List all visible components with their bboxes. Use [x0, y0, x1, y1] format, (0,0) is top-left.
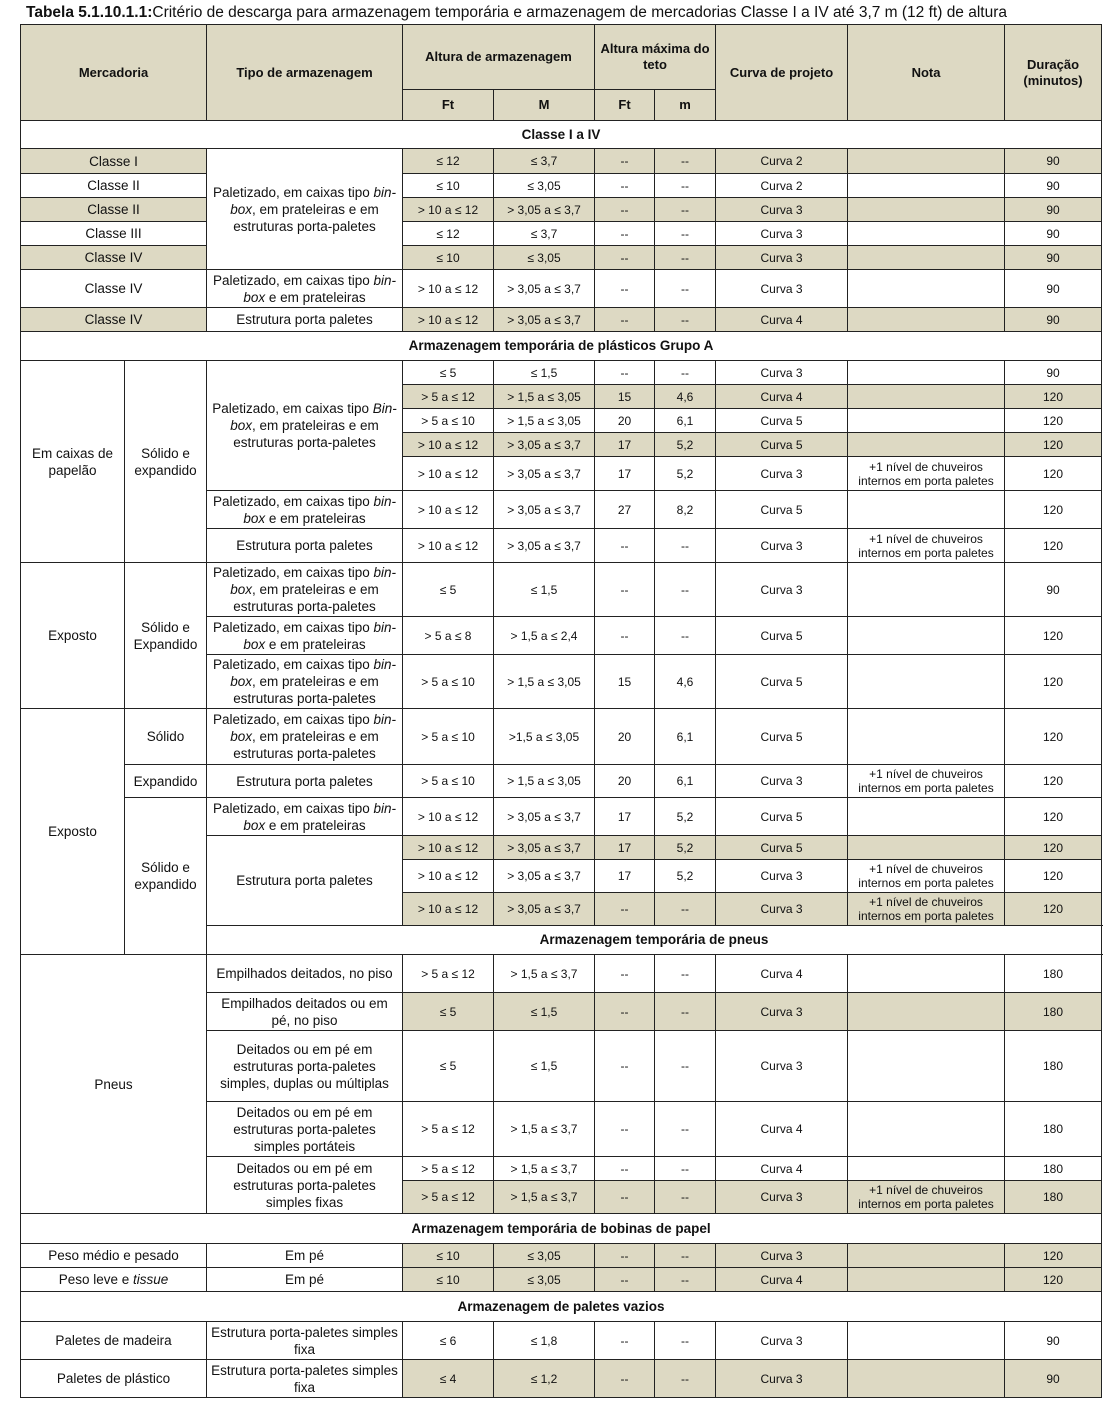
storage-type-cell: Empilhados deitados ou em pé, no piso — [207, 993, 403, 1031]
height-ft-cell: > 5 a ≤ 10 — [403, 655, 494, 709]
height-m-cell: > 3,05 a ≤ 3,7 — [494, 893, 595, 926]
curve-cell: Curva 2 — [716, 174, 848, 198]
storage-type-cell: Estrutura porta paletes — [207, 765, 403, 798]
duration-cell: 120 — [1005, 836, 1102, 860]
ceiling-m-cell: -- — [655, 1102, 716, 1157]
storage-type-cell: Paletizado, em caixas tipo bin-box e em prateleiras — [207, 491, 403, 529]
note-cell — [848, 270, 1005, 308]
ceiling-m-cell: -- — [655, 1268, 716, 1292]
ceiling-ft-cell: 15 — [595, 655, 655, 709]
note-cell — [848, 1031, 1005, 1102]
ceiling-ft-cell: -- — [595, 955, 655, 993]
ceiling-m-cell: 4,6 — [655, 385, 716, 409]
height-m-cell: ≤ 3,7 — [494, 149, 595, 174]
storage-type-cell: Paletizado, em caixas tipo bin-box, em prateleiras e em estruturas porta-paletes — [207, 709, 403, 765]
height-m-cell: > 1,5 a ≤ 3,05 — [494, 765, 595, 798]
note-cell — [848, 1360, 1005, 1398]
ceiling-m-cell: 5,2 — [655, 457, 716, 491]
height-ft-cell: ≤ 10 — [403, 1244, 494, 1268]
ceiling-m-cell: -- — [655, 993, 716, 1031]
curve-cell: Curva 3 — [716, 765, 848, 798]
height-ft-cell: > 5 a ≤ 10 — [403, 709, 494, 765]
ceiling-m-cell: -- — [655, 361, 716, 385]
curve-cell: Curva 5 — [716, 617, 848, 655]
note-cell: +1 nível de chuveiros internos em porta paletes — [848, 765, 1005, 798]
note-cell — [848, 1244, 1005, 1268]
height-ft-cell: > 10 a ≤ 12 — [403, 798, 494, 836]
ceiling-ft-cell: -- — [595, 222, 655, 246]
ceiling-m-cell: -- — [655, 246, 716, 270]
height-ft-cell: > 10 a ≤ 12 — [403, 308, 494, 332]
duration-cell: 90 — [1005, 246, 1102, 270]
ceiling-m-cell: -- — [655, 308, 716, 332]
ceiling-m-cell: 5,2 — [655, 798, 716, 836]
height-m-cell: >1,5 a ≤ 3,05 — [494, 709, 595, 765]
curve-cell: Curva 4 — [716, 385, 848, 409]
header-ceiling-m: m — [655, 90, 716, 121]
height-m-cell: ≤ 1,5 — [494, 993, 595, 1031]
ceiling-m-cell: 6,1 — [655, 765, 716, 798]
duration-cell: 120 — [1005, 491, 1102, 529]
note-cell — [848, 709, 1005, 765]
ceiling-ft-cell: 20 — [595, 709, 655, 765]
height-m-cell: > 3,05 a ≤ 3,7 — [494, 457, 595, 491]
ceiling-ft-cell: -- — [595, 529, 655, 563]
curve-cell: Curva 5 — [716, 836, 848, 860]
header-mercadoria: Mercadoria — [21, 25, 207, 121]
curve-cell: Curva 4 — [716, 1268, 848, 1292]
curve-cell: Curva 3 — [716, 246, 848, 270]
header-ceiling-ft: Ft — [595, 90, 655, 121]
duration-cell: 120 — [1005, 709, 1102, 765]
curve-cell: Curva 5 — [716, 655, 848, 709]
height-ft-cell: > 5 a ≤ 12 — [403, 385, 494, 409]
ceiling-m-cell: -- — [655, 955, 716, 993]
ceiling-m-cell: 4,6 — [655, 655, 716, 709]
curve-cell: Curva 5 — [716, 798, 848, 836]
height-ft-cell: > 10 a ≤ 12 — [403, 893, 494, 926]
table-number: Tabela 5.1.10.1.1: — [26, 4, 153, 21]
duration-cell: 90 — [1005, 1322, 1102, 1360]
note-cell — [848, 655, 1005, 709]
ceiling-ft-cell: -- — [595, 174, 655, 198]
duration-cell: 120 — [1005, 893, 1102, 926]
duration-cell: 120 — [1005, 798, 1102, 836]
storage-type-cell: Paletizado, em caixas tipo bin-box, em prateleiras e em estruturas porta-paletes — [207, 149, 403, 270]
ceiling-ft-cell: 17 — [595, 798, 655, 836]
header-ft: Ft — [403, 90, 494, 121]
duration-cell: 180 — [1005, 1102, 1102, 1157]
height-m-cell: > 3,05 a ≤ 3,7 — [494, 198, 595, 222]
ceiling-m-cell: 6,1 — [655, 709, 716, 765]
duration-cell: 180 — [1005, 1031, 1102, 1102]
duration-cell: 120 — [1005, 1268, 1102, 1292]
height-m-cell: ≤ 1,2 — [494, 1360, 595, 1398]
mercadoria-cell: Classe IV — [21, 270, 207, 308]
ceiling-m-cell: 6,1 — [655, 409, 716, 433]
height-m-cell: > 1,5 a ≤ 3,7 — [494, 955, 595, 993]
duration-cell: 120 — [1005, 409, 1102, 433]
ceiling-ft-cell: -- — [595, 1031, 655, 1102]
storage-type-cell: Estrutura porta paletes — [207, 308, 403, 332]
height-ft-cell: > 5 a ≤ 12 — [403, 1102, 494, 1157]
mercadoria-cell: Peso leve e tissue — [21, 1268, 207, 1292]
note-cell — [848, 993, 1005, 1031]
height-m-cell: > 1,5 a ≤ 3,7 — [494, 1102, 595, 1157]
note-cell — [848, 246, 1005, 270]
curve-cell: Curva 3 — [716, 993, 848, 1031]
mercadoria-cell: Peso médio e pesado — [21, 1244, 207, 1268]
mercadoria-cell: Paletes de madeira — [21, 1322, 207, 1360]
height-m-cell: > 1,5 a ≤ 3,7 — [494, 1157, 595, 1181]
height-m-cell: > 3,05 a ≤ 3,7 — [494, 270, 595, 308]
height-ft-cell: > 10 a ≤ 12 — [403, 270, 494, 308]
ceiling-ft-cell: -- — [595, 1360, 655, 1398]
storage-type-cell: Deitados ou em pé em estruturas porta-paletes simples portáteis — [207, 1102, 403, 1157]
storage-type-cell: Estrutura porta-paletes simples fixa — [207, 1360, 403, 1398]
ceiling-ft-cell: 15 — [595, 385, 655, 409]
header-duracao: Duração (minutos) — [1005, 25, 1102, 121]
note-cell — [848, 409, 1005, 433]
storage-type-cell: Estrutura porta-paletes simples fixa — [207, 1322, 403, 1360]
storage-type-cell: Em pé — [207, 1268, 403, 1292]
note-cell — [848, 1157, 1005, 1181]
mercadoria-cell: Classe IV — [21, 246, 207, 270]
height-ft-cell: > 10 a ≤ 12 — [403, 491, 494, 529]
height-ft-cell: ≤ 5 — [403, 563, 494, 617]
duration-cell: 90 — [1005, 222, 1102, 246]
curve-cell: Curva 5 — [716, 409, 848, 433]
storage-type-cell: Paletizado, em caixas tipo bin-box, em prateleiras e em estruturas porta-paletes — [207, 563, 403, 617]
ceiling-m-cell: 5,2 — [655, 433, 716, 457]
ceiling-ft-cell: -- — [595, 1157, 655, 1181]
storage-type-cell: Em pé — [207, 1244, 403, 1268]
height-ft-cell: ≤ 4 — [403, 1360, 494, 1398]
height-ft-cell: ≤ 5 — [403, 361, 494, 385]
ceiling-m-cell: -- — [655, 1244, 716, 1268]
ceiling-ft-cell: -- — [595, 149, 655, 174]
height-ft-cell: > 10 a ≤ 12 — [403, 860, 494, 893]
curve-cell: Curva 3 — [716, 361, 848, 385]
duration-cell: 90 — [1005, 270, 1102, 308]
note-cell — [848, 149, 1005, 174]
curve-cell: Curva 3 — [716, 222, 848, 246]
height-ft-cell: ≤ 12 — [403, 222, 494, 246]
curve-cell: Curva 3 — [716, 270, 848, 308]
storage-type-cell: Paletizado, em caixas tipo bin-box e em prateleiras — [207, 270, 403, 308]
note-cell — [848, 798, 1005, 836]
height-m-cell: ≤ 1,5 — [494, 361, 595, 385]
height-m-cell: > 1,5 a ≤ 3,05 — [494, 385, 595, 409]
mercadoria-cell: Paletes de plástico — [21, 1360, 207, 1398]
curve-cell: Curva 3 — [716, 1322, 848, 1360]
header-altura-armazenagem: Altura de armazenagem — [403, 25, 595, 90]
note-cell — [848, 198, 1005, 222]
curve-cell: Curva 5 — [716, 433, 848, 457]
note-cell — [848, 491, 1005, 529]
duration-cell: 90 — [1005, 563, 1102, 617]
note-cell — [848, 308, 1005, 332]
duration-cell: 90 — [1005, 174, 1102, 198]
height-ft-cell: > 10 a ≤ 12 — [403, 529, 494, 563]
note-cell — [848, 174, 1005, 198]
duration-cell: 180 — [1005, 1157, 1102, 1181]
duration-cell: 180 — [1005, 1181, 1102, 1214]
height-ft-cell: > 10 a ≤ 12 — [403, 457, 494, 491]
section-title: Classe I a IV — [21, 121, 1102, 149]
duration-cell: 90 — [1005, 149, 1102, 174]
ceiling-m-cell: -- — [655, 563, 716, 617]
height-ft-cell: > 5 a ≤ 12 — [403, 955, 494, 993]
height-ft-cell: > 5 a ≤ 8 — [403, 617, 494, 655]
storage-type-cell: Deitados ou em pé em estruturas porta-paletes simples fixas — [207, 1157, 403, 1214]
duration-cell: 120 — [1005, 655, 1102, 709]
ceiling-ft-cell: -- — [595, 1244, 655, 1268]
ceiling-ft-cell: 27 — [595, 491, 655, 529]
ceiling-ft-cell: -- — [595, 993, 655, 1031]
note-cell — [848, 1268, 1005, 1292]
height-m-cell: ≤ 3,05 — [494, 1268, 595, 1292]
height-m-cell: > 1,5 a ≤ 3,05 — [494, 655, 595, 709]
ceiling-m-cell: -- — [655, 149, 716, 174]
ceiling-ft-cell: -- — [595, 1181, 655, 1214]
ceiling-m-cell: -- — [655, 222, 716, 246]
ceiling-m-cell: -- — [655, 1031, 716, 1102]
ceiling-m-cell: -- — [655, 174, 716, 198]
height-m-cell: ≤ 3,05 — [494, 246, 595, 270]
ceiling-ft-cell: -- — [595, 270, 655, 308]
height-m-cell: > 3,05 a ≤ 3,7 — [494, 860, 595, 893]
curve-cell: Curva 3 — [716, 1181, 848, 1214]
curve-cell: Curva 3 — [716, 529, 848, 563]
height-ft-cell: ≤ 5 — [403, 993, 494, 1031]
note-cell — [848, 385, 1005, 409]
duration-cell: 120 — [1005, 765, 1102, 798]
duration-cell: 90 — [1005, 308, 1102, 332]
storage-type-cell: Deitados ou em pé em estruturas porta-paletes simples, duplas ou múltiplas — [207, 1031, 403, 1102]
mercadoria-cell: Classe I — [21, 149, 207, 174]
ceiling-ft-cell: -- — [595, 1268, 655, 1292]
table-title: Critério de descarga para armazenagem temporária e armazenagem de mercadorias Classe I a IV até 3,7 m (12 ft) de altura — [152, 4, 1008, 21]
height-ft-cell: > 10 a ≤ 12 — [403, 836, 494, 860]
duration-cell: 120 — [1005, 860, 1102, 893]
curve-cell: Curva 3 — [716, 563, 848, 617]
section-title: Armazenagem temporária de bobinas de papel — [21, 1214, 1102, 1244]
storage-type-cell: Paletizado, em caixas tipo bin-box e em prateleiras — [207, 798, 403, 836]
height-ft-cell: ≤ 12 — [403, 149, 494, 174]
header-curva: Curva de projeto — [716, 25, 848, 121]
ceiling-ft-cell: 20 — [595, 409, 655, 433]
ceiling-ft-cell: 17 — [595, 433, 655, 457]
ceiling-ft-cell: -- — [595, 361, 655, 385]
note-cell — [848, 1322, 1005, 1360]
note-cell — [848, 617, 1005, 655]
duration-cell: 120 — [1005, 529, 1102, 563]
height-m-cell: > 1,5 a ≤ 3,05 — [494, 409, 595, 433]
duration-cell: 120 — [1005, 457, 1102, 491]
header-nota: Nota — [848, 25, 1005, 121]
ceiling-ft-cell: 20 — [595, 765, 655, 798]
ceiling-ft-cell: -- — [595, 198, 655, 222]
height-ft-cell: ≤ 6 — [403, 1322, 494, 1360]
mercadoria-cell: Exposto — [21, 563, 125, 709]
height-ft-cell: > 5 a ≤ 12 — [403, 1157, 494, 1181]
height-m-cell: ≤ 1,5 — [494, 563, 595, 617]
material-cell: Sólido e Expandido — [125, 563, 207, 709]
curve-cell: Curva 4 — [716, 1102, 848, 1157]
curve-cell: Curva 4 — [716, 308, 848, 332]
duration-cell: 120 — [1005, 1244, 1102, 1268]
height-m-cell: > 1,5 a ≤ 2,4 — [494, 617, 595, 655]
duration-cell: 120 — [1005, 617, 1102, 655]
height-ft-cell: ≤ 10 — [403, 246, 494, 270]
curve-cell: Curva 5 — [716, 709, 848, 765]
storage-type-cell: Empilhados deitados, no piso — [207, 955, 403, 993]
ceiling-m-cell: 5,2 — [655, 860, 716, 893]
note-cell: +1 nível de chuveiros internos em porta paletes — [848, 457, 1005, 491]
ceiling-m-cell: -- — [655, 198, 716, 222]
material-cell: Sólido e expandido — [125, 361, 207, 563]
curve-cell: Curva 3 — [716, 893, 848, 926]
curve-cell: Curva 2 — [716, 149, 848, 174]
height-m-cell: ≤ 3,05 — [494, 1244, 595, 1268]
height-m-cell: > 3,05 a ≤ 3,7 — [494, 798, 595, 836]
note-cell — [848, 836, 1005, 860]
duration-cell: 90 — [1005, 361, 1102, 385]
duration-cell: 120 — [1005, 433, 1102, 457]
ceiling-ft-cell: 17 — [595, 457, 655, 491]
storage-type-cell: Paletizado, em caixas tipo Bin-box, em prateleiras e em estruturas porta-paletes — [207, 361, 403, 491]
ceiling-m-cell: -- — [655, 529, 716, 563]
discharge-criteria-table — [20, 24, 1102, 1398]
height-m-cell: > 3,05 a ≤ 3,7 — [494, 433, 595, 457]
storage-type-cell: Estrutura porta paletes — [207, 529, 403, 563]
storage-type-cell: Paletizado, em caixas tipo bin-box, em prateleiras e em estruturas porta-paletes — [207, 655, 403, 709]
ceiling-m-cell: -- — [655, 893, 716, 926]
height-m-cell: ≤ 1,5 — [494, 1031, 595, 1102]
height-m-cell: ≤ 3,05 — [494, 174, 595, 198]
storage-type-cell: Paletizado, em caixas tipo bin-box e em prateleiras — [207, 617, 403, 655]
height-m-cell: ≤ 1,8 — [494, 1322, 595, 1360]
ceiling-ft-cell: -- — [595, 563, 655, 617]
height-ft-cell: > 10 a ≤ 12 — [403, 198, 494, 222]
ceiling-ft-cell: 17 — [595, 836, 655, 860]
duration-cell: 120 — [1005, 385, 1102, 409]
section-title: Armazenagem temporária de pneus — [207, 926, 1102, 955]
ceiling-ft-cell: -- — [595, 246, 655, 270]
curve-cell: Curva 3 — [716, 1031, 848, 1102]
header-altura-teto: Altura máxima do teto — [595, 25, 716, 90]
curve-cell: Curva 4 — [716, 1157, 848, 1181]
note-cell: +1 nível de chuveiros internos em porta paletes — [848, 860, 1005, 893]
header-m: M — [494, 90, 595, 121]
note-cell — [848, 955, 1005, 993]
material-cell: Expandido — [125, 765, 207, 798]
mercadoria-cell: Pneus — [21, 955, 207, 1214]
curve-cell: Curva 4 — [716, 955, 848, 993]
section-title: Armazenagem de paletes vazios — [21, 1292, 1102, 1322]
note-cell — [848, 1102, 1005, 1157]
height-ft-cell: > 5 a ≤ 10 — [403, 765, 494, 798]
ceiling-ft-cell: -- — [595, 893, 655, 926]
duration-cell: 180 — [1005, 955, 1102, 993]
section-title: Armazenagem temporária de plásticos Grupo A — [21, 332, 1102, 361]
duration-cell: 90 — [1005, 1360, 1102, 1398]
note-cell — [848, 361, 1005, 385]
height-m-cell: > 3,05 a ≤ 3,7 — [494, 308, 595, 332]
mercadoria-cell: Em caixas de papelão — [21, 361, 125, 563]
height-ft-cell: ≤ 5 — [403, 1031, 494, 1102]
ceiling-ft-cell: -- — [595, 617, 655, 655]
ceiling-ft-cell: -- — [595, 308, 655, 332]
height-ft-cell: > 5 a ≤ 12 — [403, 1181, 494, 1214]
note-cell: +1 nível de chuveiros internos em porta paletes — [848, 1181, 1005, 1214]
height-ft-cell: > 5 a ≤ 10 — [403, 409, 494, 433]
height-ft-cell: > 10 a ≤ 12 — [403, 433, 494, 457]
height-m-cell: ≤ 3,7 — [494, 222, 595, 246]
material-cell: Sólido e expandido — [125, 798, 207, 955]
duration-cell: 90 — [1005, 198, 1102, 222]
mercadoria-cell: Classe II — [21, 174, 207, 198]
ceiling-m-cell: -- — [655, 1360, 716, 1398]
duration-cell: 180 — [1005, 993, 1102, 1031]
ceiling-m-cell: -- — [655, 270, 716, 308]
ceiling-m-cell: 5,2 — [655, 836, 716, 860]
height-ft-cell: ≤ 10 — [403, 174, 494, 198]
mercadoria-cell: Classe III — [21, 222, 207, 246]
curve-cell: Curva 3 — [716, 457, 848, 491]
ceiling-m-cell: 8,2 — [655, 491, 716, 529]
note-cell: +1 nível de chuveiros internos em porta paletes — [848, 529, 1005, 563]
mercadoria-cell: Exposto — [21, 709, 125, 955]
mercadoria-cell: Classe II — [21, 198, 207, 222]
ceiling-ft-cell: 17 — [595, 860, 655, 893]
material-cell: Sólido — [125, 709, 207, 765]
height-m-cell: > 3,05 a ≤ 3,7 — [494, 836, 595, 860]
height-m-cell: > 3,05 a ≤ 3,7 — [494, 529, 595, 563]
height-m-cell: > 3,05 a ≤ 3,7 — [494, 491, 595, 529]
ceiling-m-cell: -- — [655, 1181, 716, 1214]
note-cell — [848, 222, 1005, 246]
ceiling-m-cell: -- — [655, 617, 716, 655]
ceiling-m-cell: -- — [655, 1322, 716, 1360]
curve-cell: Curva 3 — [716, 198, 848, 222]
note-cell — [848, 433, 1005, 457]
curve-cell: Curva 3 — [716, 1360, 848, 1398]
curve-cell: Curva 3 — [716, 860, 848, 893]
curve-cell: Curva 5 — [716, 491, 848, 529]
table-caption — [26, 4, 1106, 22]
note-cell — [848, 563, 1005, 617]
ceiling-ft-cell: -- — [595, 1322, 655, 1360]
curve-cell: Curva 3 — [716, 1244, 848, 1268]
header-tipo: Tipo de armazenagem — [207, 25, 403, 121]
height-ft-cell: ≤ 10 — [403, 1268, 494, 1292]
storage-type-cell: Estrutura porta paletes — [207, 836, 403, 926]
note-cell: +1 nível de chuveiros internos em porta paletes — [848, 893, 1005, 926]
ceiling-ft-cell: -- — [595, 1102, 655, 1157]
mercadoria-cell: Classe IV — [21, 308, 207, 332]
ceiling-m-cell: -- — [655, 1157, 716, 1181]
height-m-cell: > 1,5 a ≤ 3,7 — [494, 1181, 595, 1214]
